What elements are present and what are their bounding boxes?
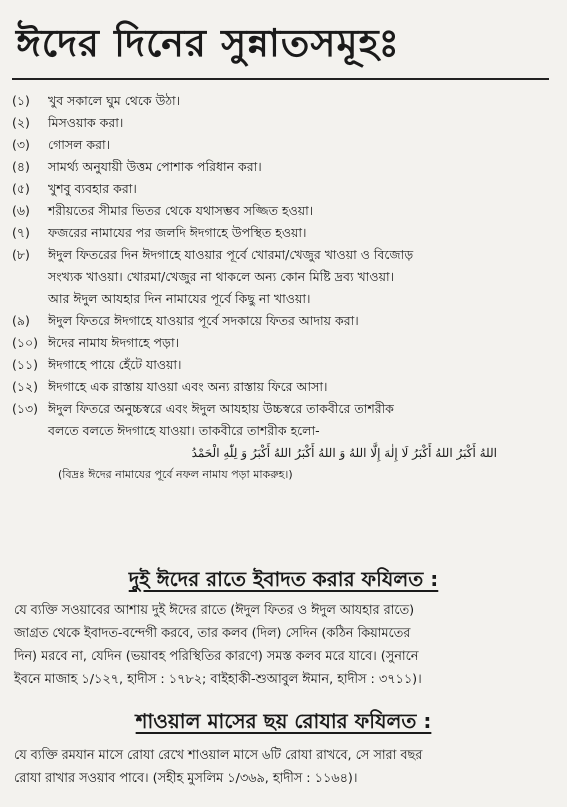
item-text: ঈদুল ফিতরের দিন ঈদগাহে যাওয়ার পূর্বে খোরমা/খেজুর খাওয়া ও বিজোড় (48, 247, 414, 262)
sunnah-item (12, 178, 557, 200)
item-text: ঈদুল ফিতরে ঈদগাহে যাওয়ার পূর্বে সদকায়ে ফিতর আদায় করা। (48, 313, 359, 328)
sunnah-item (12, 354, 557, 376)
sunnah-item (12, 332, 557, 354)
section1-title: দুই ঈদের রাতে ইবাদত করার ফযিলত : (128, 567, 439, 591)
item-continuation: আর ঈদুল আযহার দিন নামাযের পূর্বে কিছু না খাওয়া। (48, 291, 311, 306)
sunnah-item (12, 244, 557, 266)
sunnah-item (12, 200, 557, 222)
sunnah-item (12, 398, 557, 420)
takbir-arabic: اللهُ أَكْبَرُ اللهُ أَكْبَرُ لَا إِلٰهَ إِلَّا اللهُ وَ اللهُ أَكْبَرُ اللهُ أَكْبَرُ وَ لِلّٰهِ الْحَمْدُ (191, 446, 497, 460)
item-text: ঈদগাহে এক রাস্তায় যাওয়া এবং অন্য রাস্তায় ফিরে আসা। (48, 379, 328, 394)
item-text: ফজরের নামাযের পর জলদি ঈদগাহে উপস্থিত হওয়া। (48, 225, 307, 240)
item-text: শরীয়তের সীমার ভিতর থেকে যথাসম্ভব সজ্জিত হওয়া। (48, 203, 314, 218)
item-number: (৫) (12, 181, 30, 196)
item-text: ঈদুল ফিতরে অনুচ্চস্বরে এবং ঈদুল আযহায় উচ্চস্বরে তাকবীরে তাশরীক (48, 401, 394, 416)
title-underline (12, 78, 549, 80)
item-number: (৬) (12, 203, 30, 218)
sunnah-item (12, 376, 557, 398)
note: (বিদ্রঃ ঈদের নামাযের পূর্বে নফল নামায পড়া মাকরুহ।) (58, 468, 293, 481)
item-text: গোসল করা। (48, 137, 111, 152)
item-text: খুব সকালে ঘুম থেকে উঠা। (48, 93, 181, 108)
sunnah-item (12, 134, 557, 156)
section2-line: যে ব্যক্তি রমযান মাসে রোযা রেখে শাওয়াল মাসে ৬টি রোযা রাখবে, সে সারা বছর (14, 748, 423, 763)
sunnah-item (12, 90, 557, 112)
item-number: (১৩) (12, 401, 38, 416)
item-number: (১১) (12, 357, 38, 372)
item-text: ঈদের নামায ঈদগাহে পড়া। (48, 335, 180, 350)
item-number: (১২) (12, 379, 38, 394)
section1-line: দিন) মরবে না, যেদিন (ভয়াবহ পরিস্থিতির কারণে) সমস্ত কলব মরে যাবে। (সুনানে (14, 649, 419, 664)
item-continuation: বলতে বলতে ঈদগাহে যাওয়া। তাকবীরে তাশরীক হলো- (48, 423, 320, 438)
sunnah-items (12, 90, 557, 442)
section2-paragraph (14, 744, 553, 790)
section1-paragraph (14, 599, 553, 691)
section1-line: ইবনে মাজাহ ১/১২৭, হাদীস : ১৭৮২; বাইহাকী-শুআবুল ঈমান, হাদীস : ৩৭১১)। (14, 672, 422, 687)
item-text: খুশবু ব্যবহার করা। (48, 181, 137, 196)
sunnah-item (12, 222, 557, 244)
item-continuation: সংখ্যক খাওয়া। খোরমা/খেজুর না থাকলে অন্য কোন মিষ্টি দ্রব্য খাওয়া। (48, 269, 395, 284)
item-number: (৭) (12, 225, 30, 240)
item-number: (২) (12, 115, 30, 130)
item-number: (১০) (12, 335, 38, 350)
item-number: (৩) (12, 137, 30, 152)
item-text: মিসওয়াক করা। (48, 115, 124, 130)
sunnah-item (12, 112, 557, 134)
section1-line: জাগ্রত থেকে ইবাদত-বন্দেগী করবে, তার কলব (দিল) সেদিন (কঠিন কিয়ামতের (14, 626, 411, 641)
main-title: ঈদের দিনের সুন্নাতসমূহঃ (16, 21, 400, 65)
item-text: সামর্থ্য অনুযায়ী উত্তম পোশাক পরিধান করা। (48, 159, 262, 174)
item-number: (৯) (12, 313, 30, 328)
item-number: (৪) (12, 159, 30, 174)
section2-title: শাওয়াল মাসের ছয় রোযার ফযিলত : (135, 709, 432, 733)
section2-line: রোযা রাখার সওয়াব পাবে। (সহীহ মুসলিম ১/৩৬৯, হাদীস : ১১৬৪)। (14, 771, 358, 786)
sunnah-list (12, 90, 557, 486)
item-number: (৮) (12, 247, 30, 262)
sunnah-item (12, 310, 557, 332)
item-number: (১) (12, 93, 30, 108)
item-text: ঈদগাহে পায়ে হেঁটে যাওয়া। (48, 357, 182, 372)
sunnah-item (12, 156, 557, 178)
section1-line: যে ব্যক্তি সওয়াবের আশায় দুই ঈদের রাতে (ঈদুল ফিতর ও ঈদুল আযহার রাতে) (14, 603, 415, 618)
